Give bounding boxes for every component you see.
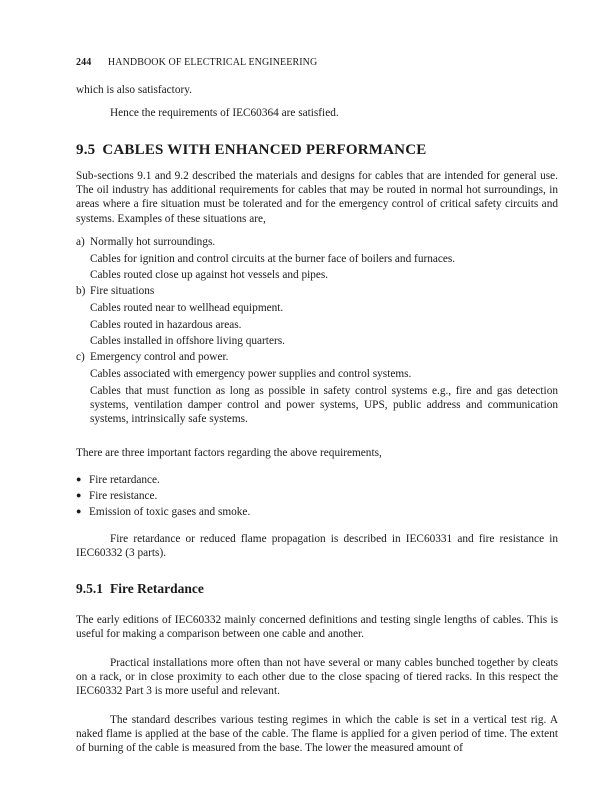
bullet-item: ● Fire retardance. (76, 474, 160, 486)
bullet-icon: ● (76, 474, 82, 484)
list-label: Fire situations (90, 285, 155, 297)
running-header (76, 57, 317, 68)
subsection-paragraph-3: The standard describes various testing regimes in which the cable is set in a vertical test rig. A naked flame is applied at the base of the cable. The flame is applied for a given period of time. The extent of burning of the cable is measured from the base. The lower the measured amount of (76, 714, 558, 755)
list-label: Emergency control and power. (90, 351, 229, 363)
list-subitem: Cables routed in hazardous areas. (90, 319, 242, 331)
section-title: CABLES WITH ENHANCED PERFORMANCE (102, 142, 427, 158)
list-subitem: Cables routed close up against hot vessels and pipes. (90, 269, 329, 281)
list-subitem: Cables routed near to wellhead equipment. (90, 302, 284, 314)
page-number: 244 (76, 57, 92, 68)
list-subitem: Cables for ignition and control circuits at the burner face of boilers and furnaces. (90, 253, 456, 265)
list-marker: a) (76, 236, 85, 248)
list-subitem: Cables installed in offshore living quarters. (90, 335, 285, 347)
subsection-title: Fire Retardance (110, 581, 204, 596)
section-paragraph-1: Sub-sections 9.1 and 9.2 described the materials and designs for cables that are intended for general use. The oil industry has additional requirements for cables that may be routed in normal hot surroundings, in areas where a fire situation must be tolerated and for the emergency control of critical safety circuits and systems. Examples of these situations are, (76, 170, 558, 225)
section-heading (76, 142, 426, 159)
subsection-number: 9.5.1 (76, 581, 103, 596)
list-subitem: Cables associated with emergency power supplies and control systems. (90, 368, 412, 380)
section-number: 9.5 (76, 142, 96, 158)
intro-line: which is also satisfactory. (76, 84, 192, 96)
subsection-paragraph-1: The early editions of IEC60332 mainly concerned definitions and testing single lengths of cables. This is useful for making a comparison between one cable and another. (76, 614, 558, 641)
list-marker: b) (76, 285, 86, 297)
intro-conclusion: Hence the requirements of IEC60364 are satisfied. (110, 107, 339, 119)
bullet-item: ● Fire resistance. (76, 490, 158, 502)
running-title: HANDBOOK OF ELECTRICAL ENGINEERING (107, 57, 318, 68)
list-label: Normally hot surroundings. (90, 236, 216, 248)
list-marker: c) (76, 351, 85, 363)
section-paragraph-2: There are three important factors regarding the above requirements, (76, 447, 382, 459)
list-item-b (76, 284, 154, 298)
bullet-icon: ● (76, 490, 82, 500)
bullet-icon: ● (76, 506, 82, 516)
section-paragraph-3: Fire retardance or reduced flame propagation is described in IEC60331 and fire resistance in IEC60332 (3 parts). (76, 533, 558, 560)
list-item-c (76, 350, 228, 364)
bullet-item: ● Emission of toxic gases and smoke. (76, 506, 251, 518)
subsection-heading (76, 581, 204, 597)
subsection-paragraph-2: Practical installations more often than not have several or many cables bunched together by cleats on a rack, or in close proximity to each other due to the close spacing of tiered racks. In this respect the IEC60332 Part 3 is more useful and relevant. (76, 657, 558, 698)
list-subitem: Cables that must function as long as possible in safety control systems e.g., fire and gas detection systems, ventilation damper control and power systems, UPS, public address and communication systems, intrinsically safe systems. (90, 385, 558, 426)
list-item-a (76, 235, 215, 249)
